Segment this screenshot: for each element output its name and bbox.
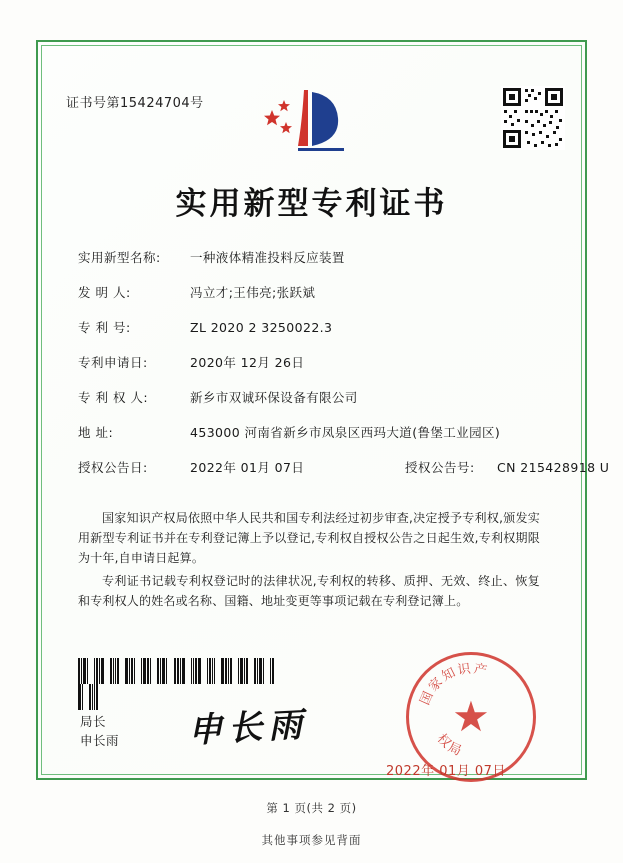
field-value-secondary: CN 215428918 U	[497, 460, 610, 475]
field-value: 453000 河南省新乡市凤泉区西玛大道(鲁堡工业园区)	[190, 425, 501, 440]
handwritten-signature: 申长雨	[187, 704, 310, 752]
field-value: 2020年 12月 26日	[190, 355, 305, 370]
barcode-icon	[78, 658, 276, 684]
field-label: 授权公告日:	[78, 460, 148, 475]
field-row-inventors	[78, 283, 548, 301]
field-value: 冯立才;王伟亮;张跃斌	[190, 285, 316, 300]
field-label: 实用新型名称:	[78, 250, 161, 265]
page-number: 第 1 页(共 2 页)	[266, 801, 357, 815]
field-row-patentee	[78, 388, 548, 406]
field-list	[78, 248, 610, 493]
page-title: 实用新型专利证书	[175, 186, 448, 222]
field-label: 专 利 权 人:	[78, 390, 149, 405]
field-label: 发 明 人:	[78, 285, 131, 300]
field-value: 一种液体精准投料反应装置	[190, 250, 345, 265]
field-row-application-date	[78, 353, 548, 371]
patent-office-logo-icon	[262, 82, 352, 158]
certificate-number: 证书号第15424704号	[66, 96, 204, 111]
seal-star-icon: ★	[452, 692, 490, 741]
svg-text:权局: 权局	[433, 731, 466, 761]
legal-text-block	[78, 508, 540, 614]
field-row-utility-model-name	[78, 248, 548, 266]
footer-note: 其他事项参见背面	[261, 833, 362, 847]
signature-title: 局长	[80, 714, 107, 729]
legal-paragraph-1: 国家知识产权局依照中华人民共和国专利法经过初步审查,决定授予专利权,颁发实用新型专利证书并在专利登记簿上予以登记,专利权自授权公告之日起生效,专利权期限为十年,自申请日起算。	[78, 511, 540, 565]
field-value: 新乡市双诚环保设备有限公司	[190, 390, 358, 405]
field-label: 专利申请日:	[78, 355, 148, 370]
field-value: ZL 2020 2 3250022.3	[190, 320, 333, 335]
seal-date: 2022年 01月 07日	[386, 764, 506, 779]
field-value: 2022年 01月 07日	[190, 460, 305, 475]
qr-code-icon	[501, 86, 565, 150]
field-label: 专 利 号:	[78, 320, 131, 335]
legal-paragraph-2: 专利证书记载专利权登记时的法律状况,专利权的转移、质押、无效、终止、恢复和专利权人的姓名或名称、国籍、地址变更等事项记载在专利登记簿上。	[78, 574, 540, 608]
signature-name: 申长雨	[80, 733, 120, 748]
signature-block	[80, 712, 119, 750]
field-row-address	[78, 423, 548, 441]
field-label: 地 址:	[78, 425, 114, 440]
field-row-patent-number	[78, 318, 548, 336]
field-row-grant-announcement	[78, 458, 610, 476]
svg-text:国家知识产: 国家知识产	[417, 661, 491, 708]
field-label-secondary: 授权公告号:	[405, 460, 475, 475]
